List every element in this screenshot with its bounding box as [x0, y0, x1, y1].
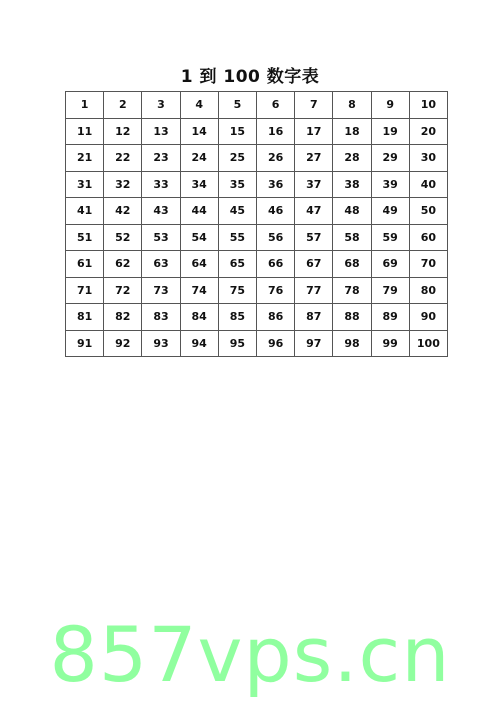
table-cell: 24	[181, 145, 219, 172]
table-cell: 99	[372, 331, 410, 358]
table-cell: 83	[142, 304, 180, 331]
table-cell: 56	[257, 225, 295, 252]
table-cell: 73	[142, 278, 180, 305]
table-cell: 8	[333, 92, 371, 119]
table-cell: 5	[219, 92, 257, 119]
table-cell: 6	[257, 92, 295, 119]
table-cell: 61	[66, 251, 104, 278]
table-cell: 77	[295, 278, 333, 305]
table-cell: 72	[104, 278, 142, 305]
table-cell: 15	[219, 119, 257, 146]
table-cell: 81	[66, 304, 104, 331]
table-cell: 19	[372, 119, 410, 146]
watermark: 857vps.cn	[49, 610, 451, 699]
table-cell: 49	[372, 198, 410, 225]
table-cell: 39	[372, 172, 410, 199]
table-cell: 64	[181, 251, 219, 278]
table-cell: 1	[66, 92, 104, 119]
table-cell: 54	[181, 225, 219, 252]
table-cell: 74	[181, 278, 219, 305]
table-cell: 94	[181, 331, 219, 358]
table-cell: 95	[219, 331, 257, 358]
table-cell: 63	[142, 251, 180, 278]
table-cell: 78	[333, 278, 371, 305]
table-cell: 4	[181, 92, 219, 119]
table-cell: 46	[257, 198, 295, 225]
table-cell: 16	[257, 119, 295, 146]
table-cell: 23	[142, 145, 180, 172]
table-cell: 14	[181, 119, 219, 146]
table-cell: 37	[295, 172, 333, 199]
table-cell: 42	[104, 198, 142, 225]
table-cell: 52	[104, 225, 142, 252]
table-cell: 80	[410, 278, 448, 305]
table-cell: 35	[219, 172, 257, 199]
table-cell: 96	[257, 331, 295, 358]
table-cell: 45	[219, 198, 257, 225]
table-cell: 58	[333, 225, 371, 252]
table-cell: 85	[219, 304, 257, 331]
table-cell: 51	[66, 225, 104, 252]
table-cell: 86	[257, 304, 295, 331]
table-cell: 70	[410, 251, 448, 278]
table-cell: 75	[219, 278, 257, 305]
table-cell: 13	[142, 119, 180, 146]
table-cell: 9	[372, 92, 410, 119]
table-cell: 92	[104, 331, 142, 358]
table-cell: 97	[295, 331, 333, 358]
table-cell: 40	[410, 172, 448, 199]
table-cell: 55	[219, 225, 257, 252]
table-cell: 29	[372, 145, 410, 172]
table-cell: 65	[219, 251, 257, 278]
table-cell: 32	[104, 172, 142, 199]
table-cell: 84	[181, 304, 219, 331]
table-cell: 10	[410, 92, 448, 119]
table-cell: 57	[295, 225, 333, 252]
table-cell: 79	[372, 278, 410, 305]
table-cell: 48	[333, 198, 371, 225]
table-cell: 68	[333, 251, 371, 278]
table-cell: 28	[333, 145, 371, 172]
table-cell: 38	[333, 172, 371, 199]
table-cell: 2	[104, 92, 142, 119]
table-cell: 89	[372, 304, 410, 331]
page-title: 1 到 100 数字表	[180, 67, 320, 87]
table-cell: 26	[257, 145, 295, 172]
table-cell: 22	[104, 145, 142, 172]
table-cell: 76	[257, 278, 295, 305]
table-cell: 41	[66, 198, 104, 225]
table-cell: 20	[410, 119, 448, 146]
table-cell: 31	[66, 172, 104, 199]
table-cell: 27	[295, 145, 333, 172]
table-cell: 100	[410, 331, 448, 358]
table-cell: 21	[66, 145, 104, 172]
table-cell: 50	[410, 198, 448, 225]
table-cell: 82	[104, 304, 142, 331]
table-cell: 71	[66, 278, 104, 305]
table-cell: 67	[295, 251, 333, 278]
table-cell: 88	[333, 304, 371, 331]
table-cell: 3	[142, 92, 180, 119]
table-cell: 62	[104, 251, 142, 278]
table-cell: 44	[181, 198, 219, 225]
table-cell: 66	[257, 251, 295, 278]
table-cell: 69	[372, 251, 410, 278]
table-cell: 25	[219, 145, 257, 172]
table-cell: 17	[295, 119, 333, 146]
table-cell: 91	[66, 331, 104, 358]
table-cell: 53	[142, 225, 180, 252]
table-cell: 87	[295, 304, 333, 331]
table-cell: 90	[410, 304, 448, 331]
table-cell: 7	[295, 92, 333, 119]
table-cell: 43	[142, 198, 180, 225]
table-cell: 18	[333, 119, 371, 146]
table-cell: 59	[372, 225, 410, 252]
table-cell: 93	[142, 331, 180, 358]
table-cell: 12	[104, 119, 142, 146]
number-table	[65, 91, 448, 357]
table-cell: 47	[295, 198, 333, 225]
table-cell: 33	[142, 172, 180, 199]
table-cell: 30	[410, 145, 448, 172]
table-cell: 60	[410, 225, 448, 252]
table-cell: 98	[333, 331, 371, 358]
table-cell: 11	[66, 119, 104, 146]
table-cell: 36	[257, 172, 295, 199]
table-cell: 34	[181, 172, 219, 199]
